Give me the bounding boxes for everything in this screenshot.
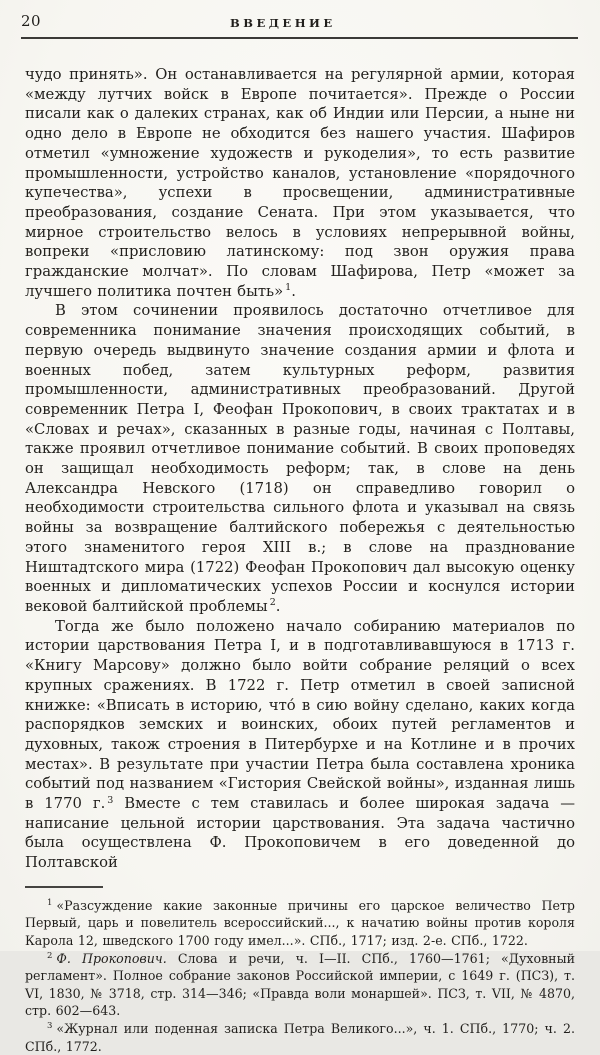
header-rule: [21, 37, 578, 39]
paragraph-1-tail: .: [291, 282, 296, 300]
page-number: 20: [21, 12, 42, 30]
paragraph-1-text: чудо принять». Он останавливается на регулярной армии, которая «между лутчих войск в Европе почитается». Прежде о России писали как о далеких странах, как об Индии или Персии, а ныне ни одно дело в Европе не обходится без нашего участия. Шафиров отметил «умножение художеств и рукоделия», то есть развитие промышленности, устройство каналов, установление «порядочного купечества», успехи в просвещении, административные преобразования, создание Сената. При этом указывается, что мирное строительство велось в условиях непрерывной войны, вопреки «присловию латинскому: под звон оружия права гражданские молчат». По словам Шафирова, Петр «может за лучшего политика почтен быть»: [25, 66, 575, 300]
footnote-2-marker: 2: [47, 951, 53, 962]
footnote-2: [25, 950, 575, 1020]
footnote-ref-3: 3: [107, 794, 114, 806]
footnote-2-text: Слова и речи, ч. I—II. СПб., 1760—1761; «Духовный регламент». Полное собрание законов Российской империи, с 1649 г. (ПСЗ), т. VI, 1830, № 3718, стр. 314—346; «Правда воли монаршей». ПСЗ, т. VII, № 4870, стр. 602—643.: [25, 950, 575, 1019]
footnote-1: [25, 897, 575, 950]
footnote-1-marker: 1: [47, 898, 53, 909]
paragraph-3-text: Тогда же было положено начало собиранию материалов по истории царствования Петра I, и в подготавливавшуюся в 1713 г. «Книгу Марсову» должно было войти собрание реляций о всех крупных сражениях. В 1722 г. Петр отметил в своей записной книжке: «Вписать в историю, что́ в сию войну сделано, каких когда распорядков земских и воинских, обоих путей регламентов и духовных, також строения в Питербурхе и на Котлине и в прочих местах». В результате при участии Петра была составлена хроника событий под названием «Гистория Свейской войны», изданная лишь в 1770 г.: [25, 617, 575, 813]
footnote-ref-1: 1: [285, 282, 292, 294]
paragraph-2: [25, 301, 575, 616]
running-title: ВВЕДЕНИЕ: [230, 16, 336, 30]
paragraph-2-tail: .: [275, 597, 281, 615]
running-header: [0, 0, 600, 39]
footnote-ref-2: 2: [269, 597, 276, 609]
paragraph-1: [25, 65, 575, 301]
footnote-2-author: Ф. Прокопович.: [56, 950, 167, 966]
footnote-separator: [25, 886, 103, 888]
footnote-3-text: «Журнал или поденная записка Петра Великого...», ч. 1. СПб., 1770; ч. 2. СПб., 1772.: [25, 1020, 575, 1054]
footnote-3-marker: 3: [47, 1021, 53, 1032]
footnote-3: [25, 1020, 575, 1055]
body-text: [25, 39, 575, 873]
paragraph-2-text: В этом сочинении проявилось достаточно отчетливое для современника понимание значения происходящих событий, в первую очередь выдвинуто значение создания армии и флота и военных побед, затем культурных реформ, развития промышленности, административных преобразований. Другой современник Петра I, Феофан Прокопович, в своих трактатах и в «Словах и речах», сказанных в разные годы, начиная с Полтавы, также проявил отчетливое понимание событий. В своих проповедях он защищал необходимость реформ; так, в слове на день Александра Невского (1718) он справедливо говорил о необходимости строительства сильного флота и указывал на связь войны за возвращение балтийского побережья с деятельностью этого знаменитого героя XIII в.; в слове на празднование Ништадтского мира (1722) Феофан Прокопович дал высокую оценку военных и дипломатических успехов России и коснулся истории вековой балтийской проблемы: [25, 302, 575, 615]
footnotes-block: [25, 897, 575, 1055]
paragraph-3: [25, 617, 575, 873]
paragraph-3-tail: Вместе с тем ставилась и более широкая задача — написание цельной истории царствования. Эта задача частично была осуществлена Ф. Прокоповичем в его доведенной до Полтавской: [25, 795, 576, 872]
footnote-1-text: «Разсуждение какие законные причины его царское величество Петр Первый, царь и повелитель всероссийский..., к начатию войны против короля Карола 12, шведского 1700 году имел...». СПб., 1717; изд. 2-е. СПб., 1722.: [25, 897, 575, 949]
